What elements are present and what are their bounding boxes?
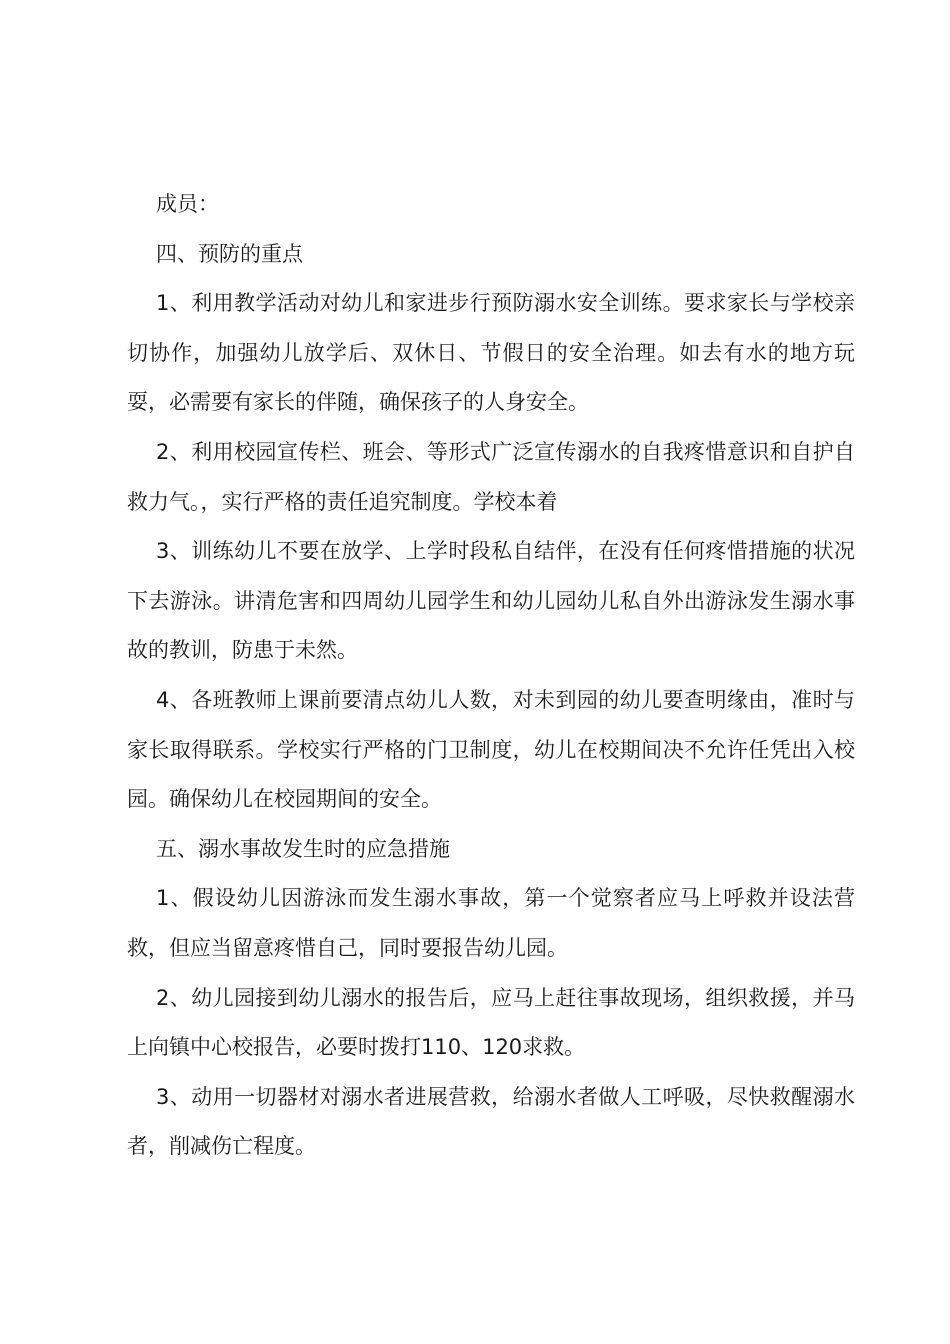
paragraph-prevention-2: 2、利用校园宣传栏、班会、等形式广泛宣传溺水的自我疼惜意识和自护自救力气。，实行严格的责任追究制度。学校本着 bbox=[127, 439, 855, 514]
paragraph-prevention-1: 1、利用教学活动对幼儿和家进步行预防溺水安全训练。要求家长与学校亲切协作，加强幼儿放学后、双休日、节假日的安全治理。如去有水的地方玩耍，必需要有家长的伴随，确保孩子的人身安全。 bbox=[127, 291, 855, 415]
paragraph-prevention-3: 3、训练幼儿不要在放学、上学时段私自结伴，在没有任何疼惜措施的状况下去游泳。讲清危害和四周幼儿园学生和幼儿园幼儿私自外出游泳发生溺水事故的教训，防患于未然。 bbox=[127, 539, 855, 663]
paragraph-emergency-1: 1、假设幼儿因游泳而发生溺水事故，第一个觉察者应马上呼救并设法营救，但应当留意疼惜自己，同时要报告幼儿园。 bbox=[127, 886, 855, 960]
paragraph-emergency-3: 3、动用一切器材对溺水者进展营救，给溺水者做人工呼吸，尽快救醒溺水者，削减伤亡程度。 bbox=[127, 1084, 855, 1159]
section-heading-prevention: 四、预防的重点 bbox=[156, 241, 303, 266]
section-heading-emergency: 五、溺水事故发生时的应急措施 bbox=[156, 836, 450, 861]
paragraph-emergency-2: 2、幼儿园接到幼儿溺水的报告后，应马上赶往事故现场，组织救援，并马上向镇中心校报告，必要时拨打110、120求救。 bbox=[127, 985, 855, 1060]
member-line: 成员： bbox=[156, 192, 219, 216]
document-body bbox=[127, 180, 855, 1172]
paragraph-prevention-4: 4、各班教师上课前要清点幼儿人数，对未到园的幼儿要查明缘由，准时与家长取得联系。学校实行严格的门卫制度，幼儿在校期间决不允许任凭出入校园。确保幼儿在校园期间的安全。 bbox=[127, 687, 855, 812]
